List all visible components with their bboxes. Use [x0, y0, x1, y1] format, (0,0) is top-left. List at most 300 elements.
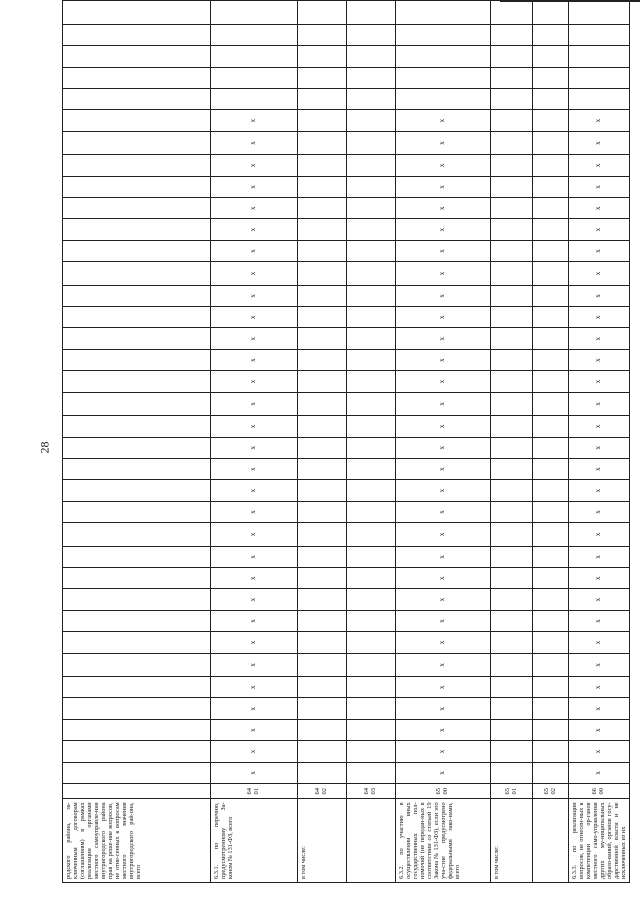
mark-cell: x — [569, 110, 630, 131]
row-label: 6.3.1. по перечню, предусмотренному За-коном № 131-ФЗ, всего — [211, 799, 298, 883]
mark-cell: x — [569, 262, 630, 285]
empty-cell — [298, 546, 347, 567]
mark-cell: x — [396, 219, 491, 240]
empty-cell — [491, 328, 533, 349]
mark-cell: x — [396, 741, 491, 762]
empty-cell — [347, 437, 396, 458]
empty-cell — [63, 240, 211, 261]
empty-cell — [347, 198, 396, 219]
empty-cell — [533, 392, 569, 415]
empty-cell — [491, 24, 533, 45]
row-code: 66 00 — [569, 784, 630, 799]
empty-cell — [347, 328, 396, 349]
mark-cell: x — [396, 307, 491, 328]
empty-cell — [298, 437, 347, 458]
mark-cell: x — [396, 416, 491, 437]
empty-cell — [491, 219, 533, 240]
mark-cell: x — [211, 653, 298, 676]
mark-cell: x — [396, 546, 491, 567]
empty-cell — [63, 437, 211, 458]
empty-cell — [396, 88, 491, 109]
empty-cell — [298, 480, 347, 501]
empty-cell — [533, 1, 569, 25]
empty-cell — [569, 67, 630, 88]
empty-cell — [298, 176, 347, 197]
empty-cell — [347, 110, 396, 131]
mark-cell: x — [569, 677, 630, 698]
mark-cell: x — [211, 719, 298, 740]
mark-cell: x — [569, 198, 630, 219]
mark-cell: x — [211, 262, 298, 285]
mark-cell: x — [211, 568, 298, 589]
row-label: в том числе: — [298, 799, 347, 883]
empty-cell — [347, 240, 396, 261]
empty-cell — [491, 198, 533, 219]
mark-cell: x — [569, 240, 630, 261]
empty-cell — [298, 458, 347, 479]
empty-cell — [298, 371, 347, 392]
row-code — [63, 784, 211, 799]
empty-cell — [347, 741, 396, 762]
mark-cell: x — [396, 610, 491, 631]
empty-cell — [533, 653, 569, 676]
empty-cell — [63, 762, 211, 783]
empty-cell — [63, 176, 211, 197]
table-row — [347, 1, 396, 883]
empty-cell — [298, 1, 347, 25]
empty-cell — [63, 523, 211, 546]
empty-cell — [298, 131, 347, 154]
mark-cell: x — [396, 371, 491, 392]
mark-cell: x — [569, 546, 630, 567]
empty-cell — [298, 240, 347, 261]
empty-cell — [491, 371, 533, 392]
table-row — [491, 1, 533, 883]
empty-cell — [298, 677, 347, 698]
empty-cell — [347, 1, 396, 25]
empty-cell — [347, 653, 396, 676]
row-label: 6.3.3. по реализации вопросов, не отнесен-ных к компетенции ор-ганов местного само-управления других му-ниципальных образо-ваний, органов госу-дарственной власти и не исключенных из их — [569, 799, 630, 883]
empty-cell — [347, 501, 396, 522]
mark-cell: x — [396, 328, 491, 349]
empty-cell — [298, 328, 347, 349]
row-label: 6.3.2. по участию в осуществлении иных государственных пол-номочий (не передан-ных в соответствии со статьей 19 Закона № 131-ФЗ), если это уча-стие предусмотрено федеральными зако-нами, всего — [396, 799, 491, 883]
empty-cell — [298, 46, 347, 67]
empty-cell — [298, 307, 347, 328]
empty-cell — [298, 155, 347, 176]
mark-cell: x — [396, 568, 491, 589]
table-row — [211, 1, 298, 883]
empty-cell — [63, 131, 211, 154]
table-row — [533, 1, 569, 883]
empty-cell — [491, 677, 533, 698]
empty-cell — [347, 632, 396, 653]
mark-cell: x — [396, 762, 491, 783]
mark-cell: x — [569, 523, 630, 546]
empty-cell — [491, 523, 533, 546]
empty-cell — [491, 176, 533, 197]
empty-cell — [533, 240, 569, 261]
mark-cell: x — [569, 437, 630, 458]
mark-cell: x — [569, 501, 630, 522]
table-row — [298, 1, 347, 883]
mark-cell: x — [569, 349, 630, 370]
mark-cell: x — [569, 307, 630, 328]
empty-cell — [63, 416, 211, 437]
empty-cell — [491, 416, 533, 437]
empty-cell — [298, 610, 347, 631]
empty-cell — [533, 176, 569, 197]
mark-cell: x — [211, 392, 298, 415]
empty-cell — [533, 437, 569, 458]
empty-cell — [533, 371, 569, 392]
mark-cell: x — [569, 762, 630, 783]
empty-cell — [491, 67, 533, 88]
mark-cell: x — [211, 677, 298, 698]
empty-cell — [347, 610, 396, 631]
mark-cell: x — [396, 349, 491, 370]
empty-cell — [533, 155, 569, 176]
table-row — [63, 1, 211, 883]
mark-cell: x — [396, 240, 491, 261]
empty-cell — [63, 589, 211, 610]
mark-cell: x — [211, 176, 298, 197]
empty-cell — [533, 349, 569, 370]
empty-cell — [533, 568, 569, 589]
mark-cell: x — [396, 110, 491, 131]
empty-cell — [533, 307, 569, 328]
empty-cell — [569, 46, 630, 67]
empty-cell — [347, 262, 396, 285]
empty-cell — [491, 285, 533, 306]
empty-cell — [347, 155, 396, 176]
empty-cell — [347, 392, 396, 415]
empty-cell — [396, 46, 491, 67]
empty-cell — [298, 719, 347, 740]
mark-cell: x — [396, 198, 491, 219]
empty-cell — [491, 632, 533, 653]
empty-cell — [491, 1, 533, 25]
empty-cell — [533, 632, 569, 653]
empty-cell — [298, 67, 347, 88]
empty-cell — [533, 741, 569, 762]
empty-cell — [533, 698, 569, 719]
mark-cell: x — [396, 131, 491, 154]
empty-cell — [63, 46, 211, 67]
mark-cell: x — [569, 285, 630, 306]
empty-cell — [347, 416, 396, 437]
mark-cell: x — [211, 741, 298, 762]
empty-cell — [533, 110, 569, 131]
empty-cell — [533, 610, 569, 631]
form-table — [62, 0, 630, 883]
empty-cell — [347, 762, 396, 783]
mark-cell: x — [211, 698, 298, 719]
empty-cell — [298, 416, 347, 437]
empty-cell — [396, 24, 491, 45]
mark-cell: x — [396, 155, 491, 176]
row-code: 64 02 — [298, 784, 347, 799]
mark-cell: x — [211, 240, 298, 261]
mark-cell: x — [211, 285, 298, 306]
empty-cell — [347, 719, 396, 740]
mark-cell: x — [569, 219, 630, 240]
empty-cell — [533, 589, 569, 610]
empty-cell — [63, 67, 211, 88]
empty-cell — [63, 698, 211, 719]
mark-cell: x — [396, 458, 491, 479]
empty-cell — [63, 219, 211, 240]
empty-cell — [396, 67, 491, 88]
empty-cell — [533, 198, 569, 219]
empty-cell — [63, 262, 211, 285]
empty-cell — [347, 349, 396, 370]
empty-cell — [533, 285, 569, 306]
empty-cell — [63, 88, 211, 109]
empty-cell — [298, 698, 347, 719]
mark-cell: x — [211, 589, 298, 610]
mark-cell: x — [396, 589, 491, 610]
empty-cell — [63, 480, 211, 501]
mark-cell: x — [569, 416, 630, 437]
mark-cell: x — [211, 632, 298, 653]
mark-cell: x — [396, 632, 491, 653]
empty-cell — [491, 610, 533, 631]
mark-cell: x — [211, 131, 298, 154]
mark-cell: x — [396, 698, 491, 719]
empty-cell — [63, 392, 211, 415]
mark-cell: x — [211, 546, 298, 567]
empty-cell — [491, 458, 533, 479]
empty-cell — [298, 88, 347, 109]
page-number: 28 — [37, 441, 52, 454]
mark-cell: x — [211, 219, 298, 240]
empty-cell — [211, 67, 298, 88]
empty-cell — [491, 501, 533, 522]
empty-cell — [63, 24, 211, 45]
empty-cell — [298, 392, 347, 415]
mark-cell: x — [569, 719, 630, 740]
empty-cell — [63, 632, 211, 653]
mark-cell: x — [211, 307, 298, 328]
empty-cell — [347, 176, 396, 197]
empty-cell — [298, 219, 347, 240]
empty-cell — [298, 198, 347, 219]
empty-cell — [347, 523, 396, 546]
mark-cell: x — [211, 610, 298, 631]
mark-cell: x — [396, 480, 491, 501]
mark-cell: x — [211, 523, 298, 546]
empty-cell — [491, 307, 533, 328]
mark-cell: x — [569, 176, 630, 197]
table-row — [569, 1, 630, 883]
empty-cell — [63, 653, 211, 676]
empty-cell — [63, 610, 211, 631]
empty-cell — [347, 307, 396, 328]
mark-cell: x — [569, 589, 630, 610]
empty-cell — [491, 698, 533, 719]
empty-cell — [63, 458, 211, 479]
empty-cell — [347, 46, 396, 67]
empty-cell — [347, 219, 396, 240]
mark-cell: x — [211, 328, 298, 349]
empty-cell — [63, 546, 211, 567]
mark-cell: x — [396, 523, 491, 546]
empty-cell — [491, 155, 533, 176]
empty-cell — [491, 349, 533, 370]
mark-cell: x — [396, 501, 491, 522]
row-label — [533, 799, 569, 883]
row-label: в том числе: — [491, 799, 533, 883]
empty-cell — [347, 131, 396, 154]
mark-cell: x — [211, 349, 298, 370]
mark-cell: x — [569, 698, 630, 719]
row-code: 65 02 — [533, 784, 569, 799]
mark-cell: x — [396, 719, 491, 740]
mark-cell: x — [211, 458, 298, 479]
empty-cell — [491, 110, 533, 131]
rotated-table — [62, 0, 628, 883]
empty-cell — [298, 349, 347, 370]
empty-cell — [533, 88, 569, 109]
empty-cell — [63, 677, 211, 698]
empty-cell — [347, 480, 396, 501]
empty-cell — [63, 110, 211, 131]
empty-cell — [347, 546, 396, 567]
empty-cell — [491, 653, 533, 676]
mark-cell: x — [569, 480, 630, 501]
empty-cell — [491, 240, 533, 261]
mark-cell: x — [396, 262, 491, 285]
row-code: 64 01 — [211, 784, 298, 799]
empty-cell — [63, 198, 211, 219]
empty-cell — [491, 131, 533, 154]
mark-cell: x — [211, 110, 298, 131]
empty-cell — [211, 1, 298, 25]
mark-cell: x — [211, 371, 298, 392]
empty-cell — [491, 392, 533, 415]
empty-cell — [491, 589, 533, 610]
empty-cell — [533, 501, 569, 522]
empty-cell — [491, 46, 533, 67]
empty-cell — [63, 741, 211, 762]
empty-cell — [491, 762, 533, 783]
mark-cell: x — [211, 501, 298, 522]
mark-cell: x — [396, 437, 491, 458]
empty-cell — [63, 285, 211, 306]
empty-cell — [533, 719, 569, 740]
empty-cell — [533, 546, 569, 567]
empty-cell — [347, 568, 396, 589]
row-label: родского района, за-ключенным договорам (соглашениям) в рамках реализации органами местного самоуправле-ния внутригородского района прав на реше-ние вопросов, не отне-сенных к вопросам местного значения внутригородского рай-она, всего — [63, 799, 211, 883]
mark-cell: x — [569, 610, 630, 631]
empty-cell — [533, 523, 569, 546]
table-container — [62, 0, 628, 883]
mark-cell: x — [396, 677, 491, 698]
mark-cell: x — [569, 568, 630, 589]
empty-cell — [347, 589, 396, 610]
empty-cell — [211, 24, 298, 45]
empty-cell — [533, 677, 569, 698]
empty-cell — [491, 480, 533, 501]
empty-cell — [533, 762, 569, 783]
empty-cell — [347, 677, 396, 698]
empty-cell — [298, 262, 347, 285]
mark-cell: x — [569, 653, 630, 676]
mark-cell: x — [569, 328, 630, 349]
empty-cell — [569, 1, 630, 25]
empty-cell — [298, 523, 347, 546]
empty-cell — [298, 632, 347, 653]
mark-cell: x — [396, 285, 491, 306]
empty-cell — [63, 328, 211, 349]
empty-cell — [63, 307, 211, 328]
empty-cell — [491, 88, 533, 109]
empty-cell — [533, 328, 569, 349]
row-label — [347, 799, 396, 883]
empty-cell — [533, 24, 569, 45]
empty-cell — [298, 653, 347, 676]
empty-cell — [347, 24, 396, 45]
mark-cell: x — [569, 632, 630, 653]
mark-cell: x — [396, 653, 491, 676]
empty-cell — [491, 437, 533, 458]
empty-cell — [298, 110, 347, 131]
empty-cell — [63, 501, 211, 522]
mark-cell: x — [211, 198, 298, 219]
mark-cell: x — [396, 176, 491, 197]
mark-cell: x — [211, 480, 298, 501]
mark-cell: x — [211, 155, 298, 176]
empty-cell — [533, 46, 569, 67]
mark-cell: x — [569, 392, 630, 415]
empty-cell — [347, 285, 396, 306]
empty-cell — [211, 46, 298, 67]
mark-cell: x — [569, 741, 630, 762]
empty-cell — [569, 24, 630, 45]
row-code: 65 00 — [396, 784, 491, 799]
mark-cell: x — [569, 371, 630, 392]
empty-cell — [569, 88, 630, 109]
empty-cell — [63, 349, 211, 370]
empty-cell — [533, 458, 569, 479]
empty-cell — [533, 416, 569, 437]
empty-cell — [347, 698, 396, 719]
empty-cell — [211, 88, 298, 109]
empty-cell — [533, 480, 569, 501]
mark-cell: x — [569, 131, 630, 154]
empty-cell — [298, 741, 347, 762]
empty-cell — [533, 219, 569, 240]
empty-cell — [347, 88, 396, 109]
row-code: 64 03 — [347, 784, 396, 799]
empty-cell — [63, 155, 211, 176]
empty-cell — [491, 741, 533, 762]
empty-cell — [298, 762, 347, 783]
empty-cell — [298, 589, 347, 610]
empty-cell — [298, 501, 347, 522]
table-row — [396, 1, 491, 883]
empty-cell — [298, 24, 347, 45]
empty-cell — [63, 1, 211, 25]
empty-cell — [533, 131, 569, 154]
empty-cell — [63, 719, 211, 740]
empty-cell — [63, 568, 211, 589]
empty-cell — [491, 546, 533, 567]
empty-cell — [298, 285, 347, 306]
mark-cell: x — [569, 458, 630, 479]
empty-cell — [396, 1, 491, 25]
